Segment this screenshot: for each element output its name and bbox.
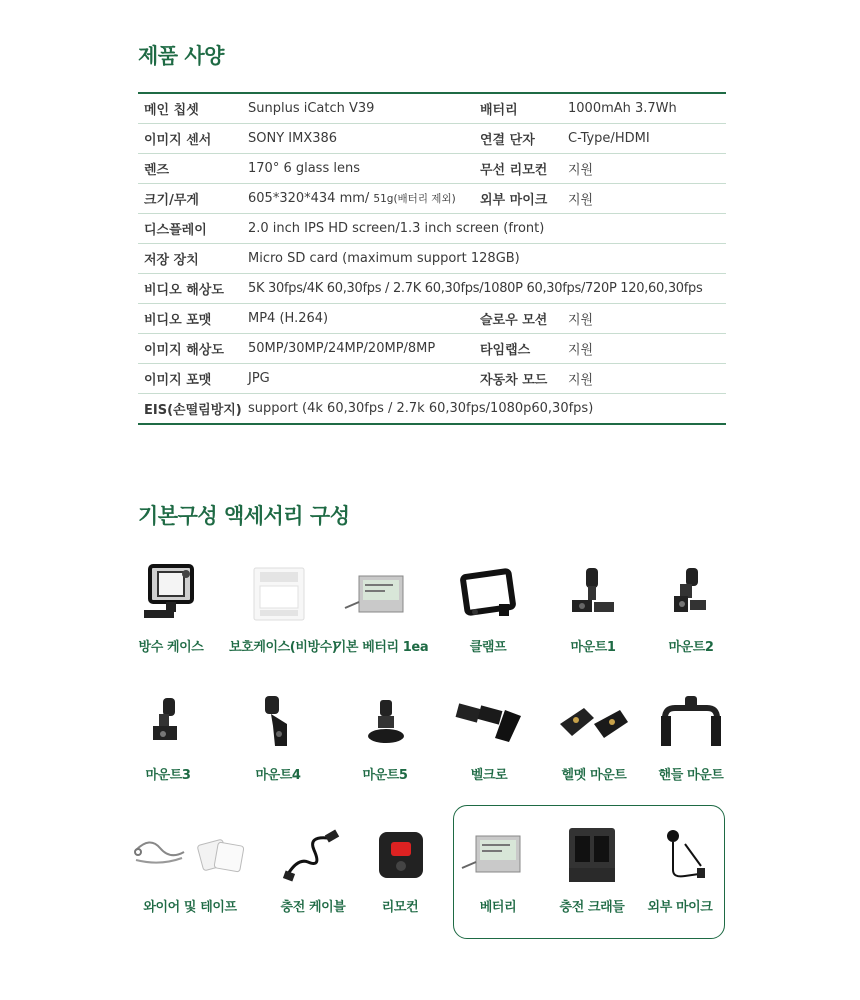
accessory-caption: 헬멧 마운트 <box>561 768 627 783</box>
accessory-caption: 방수 케이스 <box>138 640 204 655</box>
spec-value: 50MP/30MP/24MP/20MP/8MP <box>242 334 474 364</box>
spec-label: 메인 칩셋 <box>138 93 242 124</box>
spec-row <box>138 274 726 304</box>
charging-cable-icon <box>278 822 348 888</box>
accessory-caption: 리모컨 <box>381 900 419 915</box>
spec-row <box>138 244 726 274</box>
accessory-item <box>439 690 539 783</box>
accessory-caption: 마운트3 <box>145 768 191 783</box>
accessory-item <box>542 822 642 915</box>
spec-label: 슬로우 모션 <box>474 304 562 334</box>
weight-value: 51g(배터리 제외) <box>373 193 456 205</box>
spec-label: 이미지 센서 <box>138 124 242 154</box>
spec-row <box>138 124 726 154</box>
accessory-item <box>438 562 538 655</box>
spec-label: 연결 단자 <box>474 124 562 154</box>
spec-section-title: 제품 사양 <box>138 44 224 68</box>
handlebar-mount-icon <box>651 690 731 756</box>
spec-label: 이미지 해상도 <box>138 334 242 364</box>
accessory-item <box>350 822 450 915</box>
spec-value: 지원 <box>562 364 726 394</box>
spec-value: 지원 <box>562 304 726 334</box>
spec-row <box>138 93 726 124</box>
spec-label: 저장 장치 <box>138 244 242 274</box>
accessories-section-title: 기본구성 액세서리 구성 <box>138 504 350 528</box>
accessory-caption: 충전 크래들 <box>559 900 625 915</box>
spec-label: 자동차 모드 <box>474 364 562 394</box>
accessory-caption: 충전 케이블 <box>280 900 346 915</box>
accessory-item <box>130 822 250 915</box>
accessory-item <box>544 690 644 783</box>
accessory-caption: 벨크로 <box>470 768 508 783</box>
accessory-caption: 핸들 마운트 <box>658 768 724 783</box>
external-microphone-icon <box>645 822 715 888</box>
spec-value: Micro SD card (maximum support 128GB) <box>242 244 726 274</box>
accessory-caption: 클램프 <box>469 640 507 655</box>
spec-label: 렌즈 <box>138 154 242 184</box>
accessory-caption: 마운트2 <box>668 640 714 655</box>
accessory-caption: 마운트5 <box>362 768 408 783</box>
spec-value: support (4k 60,30fps / 2.7k 60,30fps/1080p60,30fps) <box>248 401 594 416</box>
spec-row <box>138 184 726 214</box>
spec-value: MP4 (H.264) <box>242 304 474 334</box>
spec-label: 비디오 해상도 <box>138 274 242 304</box>
accessory-caption: 보호케이스(비방수) <box>229 640 338 655</box>
accessory-item <box>543 562 643 655</box>
helmet-mount-icon <box>554 690 634 756</box>
accessory-item <box>641 690 741 783</box>
accessory-item <box>263 822 363 915</box>
battery-icon <box>341 562 421 628</box>
spec-value: JPG <box>242 364 474 394</box>
spec-value: C-Type/HDMI <box>562 124 726 154</box>
accessory-row-1 <box>132 562 732 672</box>
accessory-item <box>641 562 741 655</box>
spec-row <box>138 334 726 364</box>
spec-value: 지원 <box>562 154 726 184</box>
waterproof-case-icon <box>136 562 206 628</box>
spec-value: 1000mAh 3.7Wh <box>562 93 726 124</box>
mount-5-icon <box>350 690 420 756</box>
size-value: 605*320*434 mm/ <box>248 191 370 206</box>
mount-2-icon <box>656 562 726 628</box>
accessory-caption: 마운트1 <box>570 640 616 655</box>
spec-row <box>138 394 726 425</box>
clamp-frame-icon <box>453 562 523 628</box>
accessory-item <box>448 822 548 915</box>
accessory-row-2 <box>132 690 732 800</box>
spec-label: 무선 리모컨 <box>474 154 562 184</box>
spec-label: 타임랩스 <box>474 334 562 364</box>
remote-control-icon <box>365 822 435 888</box>
spec-label: 비디오 포맷 <box>138 304 242 334</box>
battery-icon <box>458 822 538 888</box>
spec-value <box>242 184 474 214</box>
spec-row <box>138 214 726 244</box>
spec-value: 5K 30fps/4K 60,30fps / 2.7K 60,30fps/1080P 60,30fps/720P 120,60,30fps <box>242 274 726 304</box>
accessory-row-3 <box>132 822 732 932</box>
spec-label: 외부 마이크 <box>474 184 562 214</box>
accessory-item <box>229 562 338 655</box>
mount-4-icon <box>243 690 313 756</box>
accessory-item <box>335 690 435 783</box>
accessory-item <box>121 562 221 655</box>
accessory-caption: 와이어 및 테이프 <box>143 900 237 915</box>
spec-value: SONY IMX386 <box>242 124 474 154</box>
spec-value: 2.0 inch IPS HD screen/1.3 inch screen (front) <box>242 214 726 244</box>
spec-row <box>138 304 726 334</box>
spec-table <box>138 92 726 425</box>
velcro-strap-icon <box>449 690 529 756</box>
spec-label: 배터리 <box>474 93 562 124</box>
mount-1-icon <box>558 562 628 628</box>
spec-label: EIS(손떨림방지) <box>144 403 242 418</box>
accessory-caption: 기본 베터리 1ea <box>333 640 429 655</box>
accessory-caption: 마운트4 <box>255 768 301 783</box>
spec-row <box>138 154 726 184</box>
spec-value: Sunplus iCatch V39 <box>242 93 474 124</box>
accessory-caption: 베터리 <box>479 900 517 915</box>
spec-label: 크기/무게 <box>138 184 242 214</box>
accessory-item <box>228 690 328 783</box>
spec-value: 지원 <box>562 184 726 214</box>
spec-value: 지원 <box>562 334 726 364</box>
spec-label: 디스플레이 <box>138 214 242 244</box>
mount-3-icon <box>133 690 203 756</box>
charging-cradle-icon <box>557 822 627 888</box>
spec-label: 이미지 포맷 <box>138 364 242 394</box>
spec-row <box>138 364 726 394</box>
accessory-caption: 외부 마이크 <box>647 900 713 915</box>
wire-and-tape-icon <box>130 822 250 888</box>
accessory-item <box>331 562 431 655</box>
spec-value: 170° 6 glass lens <box>242 154 474 184</box>
accessory-item <box>630 822 730 915</box>
protective-case-icon <box>244 562 314 628</box>
accessory-item <box>118 690 218 783</box>
